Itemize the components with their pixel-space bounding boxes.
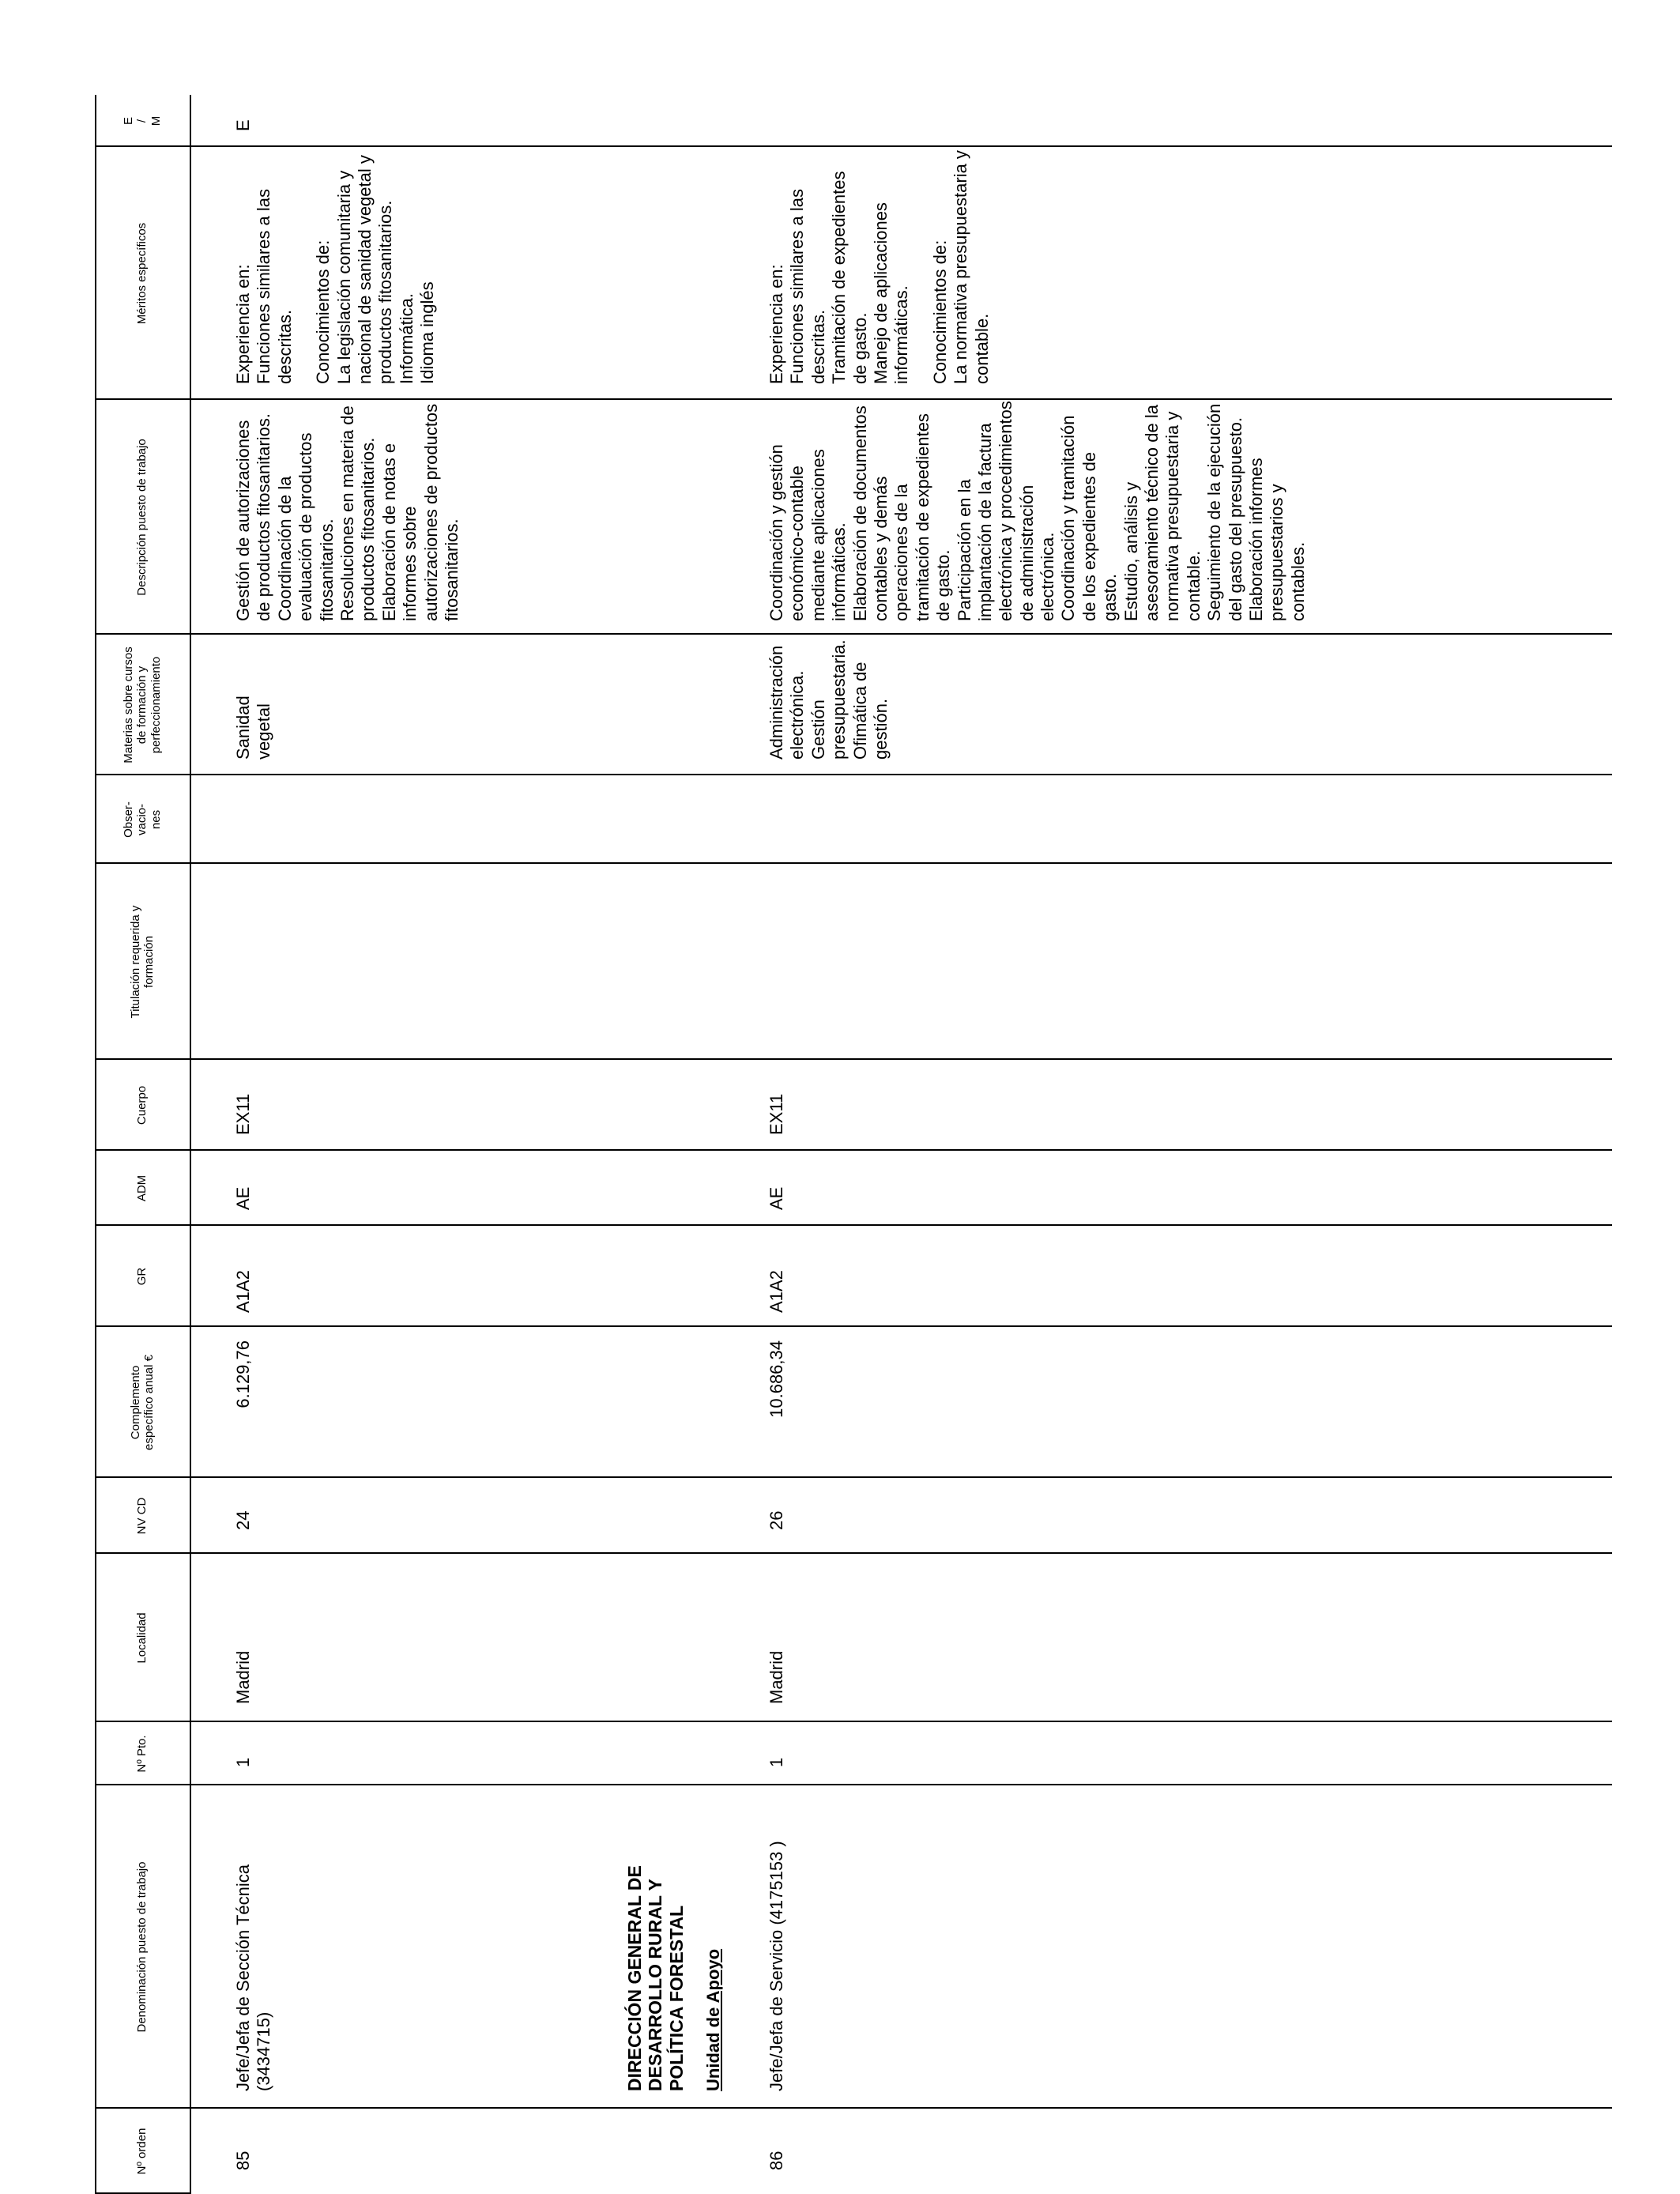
header-observaciones: Obser-vacio-nes [122,801,163,838]
materia-item: Sanidad vegetal [233,696,274,760]
header-descripcion: Descripción puesto de trabajo [135,439,149,596]
meritos-experiencia-title: Experiencia en: [767,264,786,384]
row-cuerpo: EX11 [233,1093,253,1135]
materia-item: Administración electrónica. [767,645,808,760]
descripcion-item: Coordinación de la evaluación de productos fitosanitarios. [274,432,337,621]
row-denominacion: Jefe/Jefa de Servicio (4175153 ) [767,1841,786,2091]
row-cuerpo: EX11 [767,1093,786,1135]
descripcion-item: Coordinación y tramitación de los expedientes de gasto. [1058,415,1121,621]
descripcion-item: Gestión de autorizaciones de productos fitosanitarios. [233,413,274,621]
row-localidad: Madrid [233,1650,253,1704]
rotated-document-page [95,95,1612,2194]
row-materias [767,641,891,760]
header-meritos: Méritos específicos [135,222,149,325]
row-npto: 1 [233,1757,253,1767]
materia-item: Ofimática de gestión. [849,662,891,760]
descripcion-item: Elaboración informes presupuestarios y contables. [1245,458,1308,621]
merito-conocimiento-item: Idioma inglés [417,281,438,384]
header-cuerpo: Cuerpo [135,1085,149,1125]
row-orden: 85 [233,2151,253,2170]
row-localidad: Madrid [767,1650,786,1704]
row-descripcion [767,400,1309,621]
row-adm: AE [767,1186,786,1210]
header-complemento: Complemento específico anual € [128,1355,156,1450]
descripcion-item: Coordinación y gestión económico-contable mediante aplicaciones informáticas. [767,444,849,621]
row-nvcd: 26 [767,1510,786,1530]
merito-experiencia-item: Tramitación de expedientes de gasto. [829,171,870,384]
row-materias [233,641,275,760]
descripcion-item: Participación en la implantación de la factura electrónica y procedimientos de administración electrónica. [954,401,1058,621]
row-meritos [767,150,993,384]
merito-experiencia-item: Funciones similares a las descritas. [254,189,295,384]
merito-conocimiento-item: La normativa presupuestaria y contable. [951,150,992,384]
header-orden: Nº orden [135,2128,149,2175]
merito-experiencia-item: Manejo de aplicaciones informáticas. [870,202,912,384]
row-em: E [233,119,253,131]
section-direccion-general: DIRECCIÓN GENERAL DE DESARROLLO RURAL Y POLÍTICA FORESTAL [624,1865,687,2091]
row-complemento: 10.686,34 [767,1340,786,1418]
row-denominacion: Jefe/Jefa de Sección Técnica (3434715) [233,1864,274,2091]
descripcion-item: Seguimiento de la ejecución del gasto del presupuesto. [1204,403,1245,621]
meritos-conocimientos-title: Conocimientos de: [313,239,333,384]
header-npto: Nº Pto. [135,1735,149,1773]
meritos-experiencia-title: Experiencia en: [233,264,253,384]
row-adm: AE [233,1186,253,1210]
merito-conocimiento-item: La legislación comunitaria y nacional de sanidad vegetal y productos fitosanitarios. [333,155,396,384]
merito-conocimiento-item: Informática. [396,293,416,384]
row-meritos [233,150,439,384]
descripcion-item: Elaboración de notas e informes sobre autorizaciones de productos fitosanitarios. [379,403,461,621]
header-denominacion: Denominación puesto de trabajo [135,1861,149,2033]
section-unidad: Unidad de Apoyo [703,1948,723,2091]
row-orden: 86 [767,2151,786,2170]
header-titulacion: Titulación requerida y formación [128,905,156,1019]
descripcion-item: Resoluciones en materia de productos fitosanitarios. [337,405,379,621]
row-nvcd: 24 [233,1510,253,1530]
row-gr: A1A2 [233,1270,253,1313]
descripcion-item: Elaboración de documentos contables y demás operaciones de la tramitación de expedientes de gasto. [849,405,954,621]
meritos-conocimientos-title: Conocimientos de: [929,239,950,384]
header-nvcd: NV CD [135,1497,149,1535]
row-descripcion [233,400,462,621]
header-em: E / M [122,115,163,126]
header-gr: GR [135,1267,149,1286]
merito-experiencia-item: Funciones similares a las descritas. [787,189,828,384]
descripcion-item: Estudio, análisis y asesoramiento técnico de la normativa presupuestaria y contable. [1121,405,1203,621]
header-adm: ADM [135,1174,149,1202]
row-npto: 1 [767,1757,786,1767]
row-complemento: 6.129,76 [233,1340,253,1408]
header-localidad: Localidad [135,1612,149,1664]
header-materias: Materias sobre cursos de formación y perfeccionamiento [122,647,163,763]
materia-item: Gestión presupuestaria. [808,639,849,760]
row-gr: A1A2 [767,1270,786,1313]
